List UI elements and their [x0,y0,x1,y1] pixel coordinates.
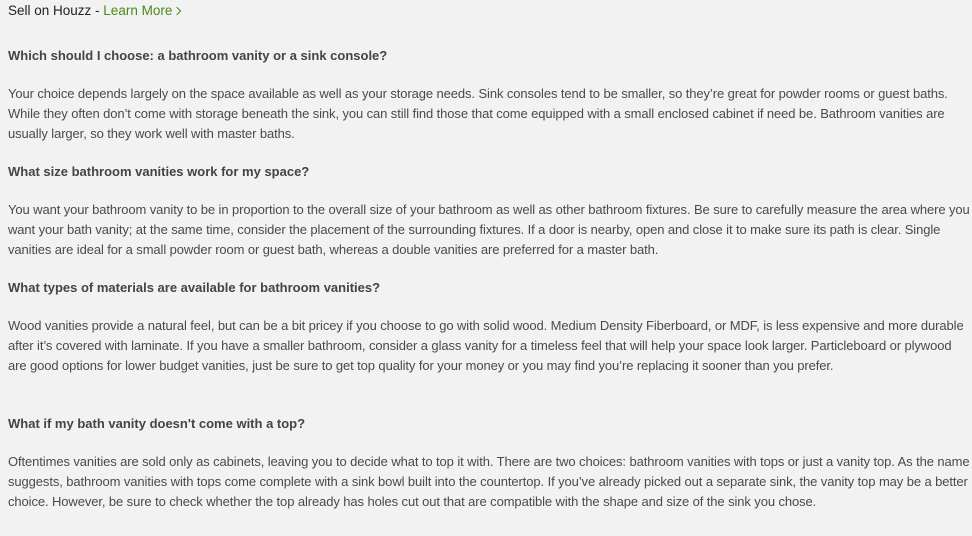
sell-on-houzz-line [8,2,180,20]
faq-question: What types of materials are available for bathroom vanities? [8,280,381,295]
learn-more-label: Learn More [103,3,173,18]
faq-question: What if my bath vanity doesn't come with a top? [8,416,306,431]
learn-more-link[interactable] [103,3,180,18]
faq-answer: Oftentimes vanities are sold only as cabinets, leaving you to decide what to top it with. There are two choices: bathroom vanities with tops or just a vanity top. As the name suggests, bathroom vanities with tops come complete with a sink bowl built into the countertop. If you’ve already picked out a separate sink, the vanity top may be a better choice. However, be sure to check whether the top already has holes cut out that are compatible with the shape and size of the sink you chose. [8,454,970,509]
faq-answer: You want your bathroom vanity to be in proportion to the overall size of your bathroom as well as other bathroom fixtures. Be sure to carefully measure the area where you want your bath vanity; at the same time, consider the placement of the surrounding fixtures. If a door is nearby, open and close it to make sure its path is clear. Single vanities are ideal for a small powder room or guest bath, whereas a double vanities are preferred for a master bath. [8,202,970,257]
faq-answer: Wood vanities provide a natural feel, but can be a bit pricey if you choose to go with solid wood. Medium Density Fiberboard, or MDF, is less expensive and more durable after it’s covered with laminate. If you have a smaller bathroom, consider a glass vanity for a timeless feel that will help your space look larger. Particleboard or plywood are good options for lower budget vanities, just be sure to get top quality for your money or you may find you’re replacing it sooner than you prefer. [8,318,964,373]
faq-question: Which should I choose: a bathroom vanity or a sink console? [8,48,388,63]
sell-prefix: Sell on Houzz - [8,3,104,18]
chevron-right-icon [173,7,181,15]
faq-question: What size bathroom vanities work for my space? [8,164,310,179]
faq-answer: Your choice depends largely on the space available as well as your storage needs. Sink consoles tend to be smaller, so they’re great for powder rooms or guest baths. While they often don’t come with storage beneath the sink, you can still find those that come equipped with a small enclosed cabinet if need be. Bathroom vanities are usually larger, so they work well with master baths. [8,86,948,141]
